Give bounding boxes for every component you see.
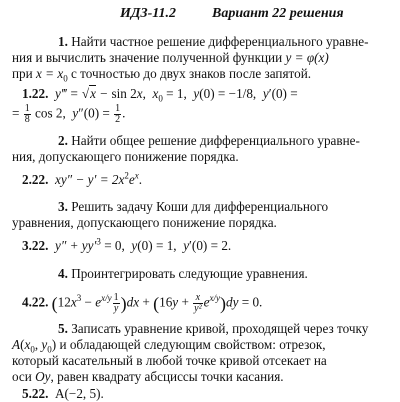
task-3-line-1: 3. Решить задачу Коши для дифференциального bbox=[58, 199, 329, 214]
document-code: ИДЗ-11.2 bbox=[120, 6, 176, 21]
task-1-line-3: при $x = x_0$ с точностью до двух знаков после запятой. bbox=[12, 66, 312, 84]
task-2-line-2: ния, допускающего понижение порядка. bbox=[12, 149, 239, 164]
problem-5-equation: 5.22. A(−2, 5). bbox=[22, 386, 104, 401]
variant-title: Вариант 22 решения bbox=[212, 6, 344, 21]
problem-1-equation: 1.22. y‴ = √x − sin 2x, $x_0 = 1$, y(0) = −1/8, y′(0) = bbox=[22, 86, 298, 104]
task-5-line-3: который касательный в любой точке кривой отсекает на bbox=[12, 353, 327, 368]
task-5-line-1: 5. Записать уравнение кривой, проходящей через точку bbox=[58, 321, 369, 336]
task-1-line-2: ния и вычислить значение полученной функции y = φ(x) bbox=[12, 50, 329, 65]
task-5-line-2: $A(x_0$, $y_0$) и обладающей следующим свойством: отрезок, bbox=[12, 337, 326, 355]
problem-1-equation-cont: = $\frac{1}{8}$ cos 2, y″(0) = $\frac{1}{2}$ . bbox=[12, 103, 126, 125]
task-4-line-1: 4. Проинтегрировать следующие уравнения. bbox=[58, 266, 308, 281]
task-2-line-1: 2. Найти общее решение дифференциального уравне- bbox=[58, 133, 360, 148]
task-1-line-1: 1. Найти частное решение дифференциального уравне- bbox=[58, 34, 369, 49]
task-3-line-2: уравнения, допускающего понижение порядка. bbox=[12, 215, 277, 230]
task-5-line-4: оси Oy, равен квадрату абсциссы точки касания. bbox=[12, 369, 284, 384]
problem-2-equation: 2.22. $xy'' - y' = 2x^2e^x$. bbox=[22, 170, 142, 187]
problem-3-equation: 3.22. $y'' + yy'^3 = 0$, y(0) = 1, y′(0) = 2. bbox=[22, 236, 232, 253]
problem-4-equation: 4.22. ($12x^3 - e^{x/y}$ $\frac{1}{y}$ )dx + (16y + $\frac{x}{\text{y²}}$ $e^{x/y})dy = 0$. bbox=[22, 292, 263, 314]
